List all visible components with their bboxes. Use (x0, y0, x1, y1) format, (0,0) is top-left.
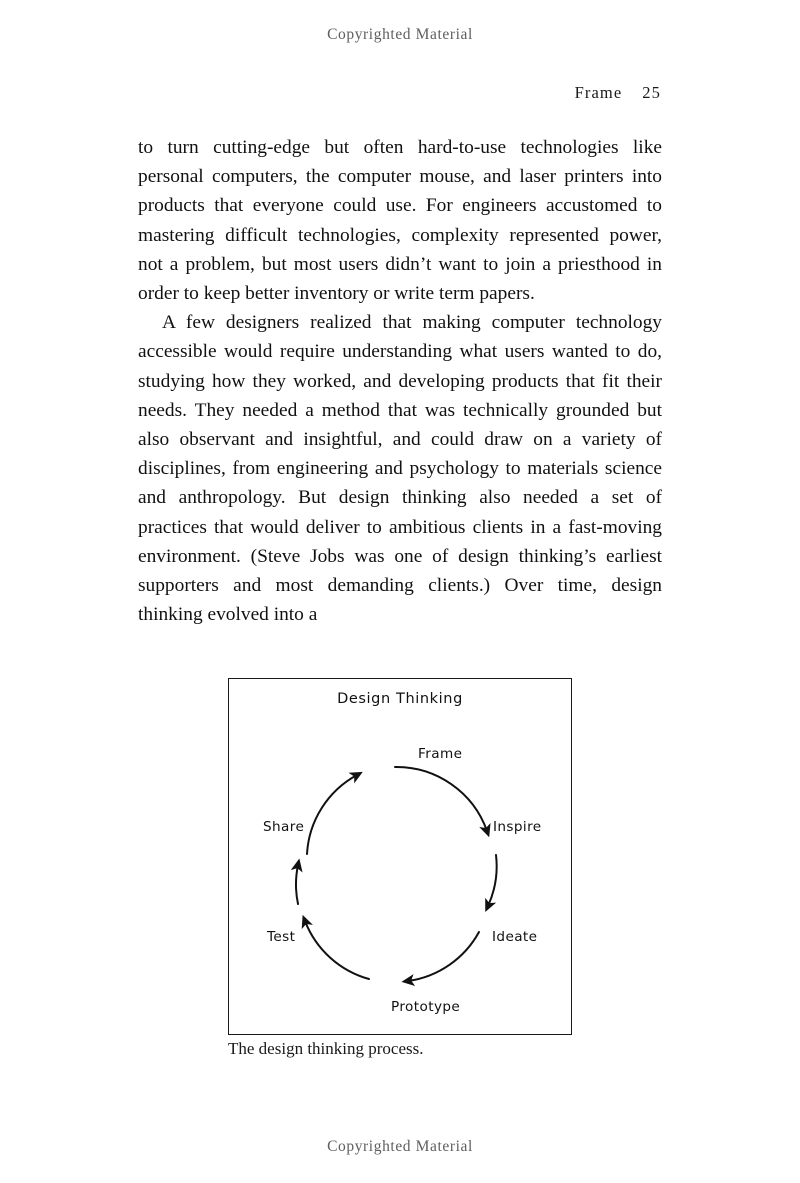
node-test: Test (267, 929, 296, 945)
figure-title: Design Thinking (337, 691, 463, 707)
node-inspire: Inspire (493, 819, 542, 835)
paragraph-2: A few designers realized that making computer technology accessible would require understanding what users wanted to do, studying how they worked, and developing products that fit their needs. They needed a method that was technically grounded but also observant and insightful, and could draw on a variety of disciplines, from engineering and psychology to materials science and anthropology. But design thinking also needed a set of practices that would deliver to ambitious clients in a fast-moving environment. (Steve Jobs was one of design thinking’s earliest supporters and most demanding clients.) Over time, design thinking evolved into a (138, 312, 662, 626)
watermark-top: Copyrighted Material (327, 26, 473, 43)
figure-caption: The design thinking process. (228, 1039, 424, 1058)
cycle-diagram-icon (229, 679, 571, 1034)
node-share: Share (263, 819, 305, 835)
node-prototype: Prototype (391, 999, 461, 1015)
running-head-chapter: Frame (574, 83, 623, 102)
node-ideate: Ideate (492, 929, 538, 945)
figure-design-thinking (228, 678, 572, 1035)
node-frame: Frame (418, 746, 463, 762)
watermark-bottom: Copyrighted Material (327, 1138, 473, 1155)
paragraph-1: to turn cutting-edge but often hard-to-use technologies like personal computers, the computer mouse, and laser printers into products that everyone could use. For engineers accustomed to mastering difficult technologies, complexity represented power, not a problem, but most users didn’t want to join a priesthood in order to keep better inventory or write term papers. (138, 137, 662, 305)
running-head (575, 83, 661, 103)
body-text (138, 133, 662, 629)
page-number: 25 (642, 83, 661, 102)
